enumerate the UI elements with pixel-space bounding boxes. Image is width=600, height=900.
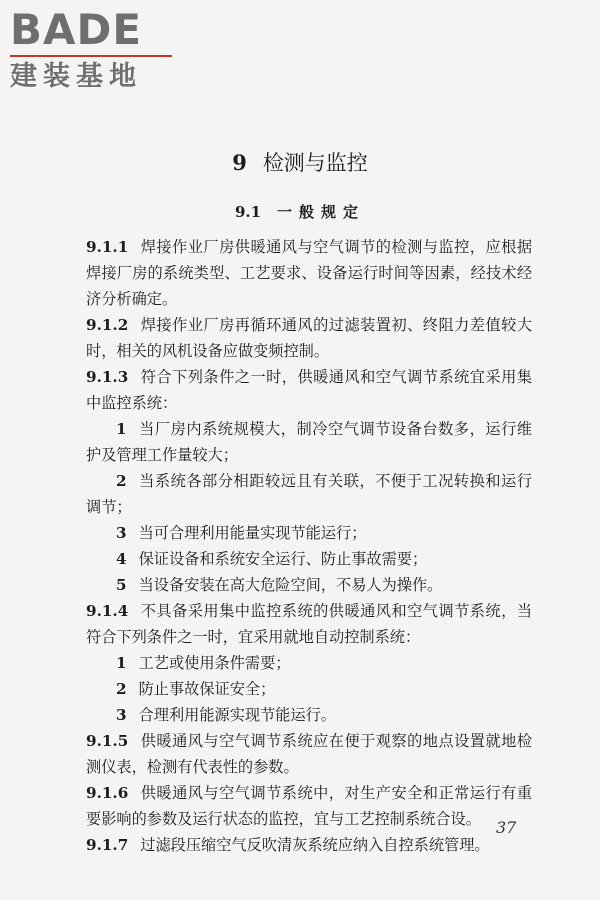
clause-paragraph — [86, 780, 532, 832]
chapter-title: 检测与监控 — [262, 151, 368, 175]
list-item — [86, 650, 532, 676]
clause-number: 9.1.6 — [86, 784, 129, 802]
chapter-number: 9 — [232, 150, 247, 175]
list-item — [86, 702, 532, 728]
item-number: 3 — [116, 524, 127, 542]
section-heading — [0, 200, 600, 224]
clause-number: 9.1.4 — [86, 602, 129, 620]
clause-paragraph — [86, 598, 532, 650]
item-number: 1 — [116, 654, 127, 672]
logo-wordmark: BADE — [10, 5, 143, 54]
section-title: 一般规定 — [277, 203, 366, 221]
clause-paragraph — [86, 364, 532, 416]
paragraph-text: 当系统各部分相距较远且有关联，不便于工况转换和运行调节； — [86, 472, 532, 516]
paragraph-text: 防止事故保证安全； — [138, 680, 276, 698]
paragraph-text: 合理利用能源实现节能运行。 — [138, 706, 337, 724]
item-number: 4 — [116, 550, 127, 568]
chapter-heading — [0, 148, 600, 178]
item-number: 3 — [116, 706, 127, 724]
clause-number: 9.1.7 — [86, 836, 129, 854]
body-text — [86, 234, 532, 858]
list-item — [86, 572, 532, 598]
paragraph-text: 过滤段压缩空气反吹清灰系统应纳入自控系统管理。 — [140, 836, 490, 854]
clause-number: 9.1.5 — [86, 732, 129, 750]
paragraph-text: 焊接作业厂房再循环通风的过滤装置初、终阻力差值较大时，相关的风机设备应做变频控制。 — [86, 316, 532, 360]
clause-number: 9.1.2 — [86, 316, 129, 334]
item-number: 1 — [116, 420, 127, 438]
item-number: 2 — [116, 472, 127, 490]
item-number: 5 — [116, 576, 127, 594]
paragraph-text: 当可合理利用能量实现节能运行； — [138, 524, 367, 542]
list-item — [86, 520, 532, 546]
paragraph-text: 保证设备和系统安全运行、防止事故需要； — [138, 550, 428, 568]
bade-logo — [10, 6, 190, 96]
list-item — [86, 416, 532, 468]
paragraph-text: 当厂房内系统规模大，制冷空气调节设备台数多，运行维护及管理工作量较大； — [86, 420, 532, 464]
paragraph-text: 不具备采用集中监控系统的供暖通风和空气调节系统，当符合下列条件之一时，宜采用就地自动控制系统： — [86, 602, 532, 646]
clause-number: 9.1.3 — [86, 368, 129, 386]
item-number: 2 — [116, 680, 127, 698]
list-item — [86, 546, 532, 572]
paragraph-text: 焊接作业厂房供暖通风与空气调节的检测与监控，应根据焊接厂房的系统类型、工艺要求、设备运行时间等因素，经技术经济分析确定。 — [86, 238, 532, 308]
paragraph-text: 供暖通风与空气调节系统中，对生产安全和正常运行有重要影响的参数及运行状态的监控，宜与工艺控制系统合设。 — [86, 784, 532, 828]
paragraph-text: 供暖通风与空气调节系统应在便于观察的地点设置就地检测仪表，检测有代表性的参数。 — [86, 732, 532, 776]
logo-divider — [10, 55, 172, 57]
paragraph-text: 当设备安装在高大危险空间，不易人为操作。 — [138, 576, 443, 594]
section-number: 9.1 — [234, 203, 262, 221]
paragraph-text: 工艺或使用条件需要； — [138, 654, 291, 672]
list-item — [86, 676, 532, 702]
list-item — [86, 468, 532, 520]
clause-paragraph — [86, 312, 532, 364]
clause-paragraph — [86, 234, 532, 312]
logo-subtitle: 建装基地 — [10, 61, 142, 92]
clause-paragraph — [86, 832, 532, 858]
page-number: 37 — [496, 818, 517, 837]
paragraph-text: 符合下列条件之一时，供暖通风和空气调节系统宜采用集中监控系统： — [86, 368, 532, 412]
clause-number: 9.1.1 — [86, 238, 129, 256]
clause-paragraph — [86, 728, 532, 780]
